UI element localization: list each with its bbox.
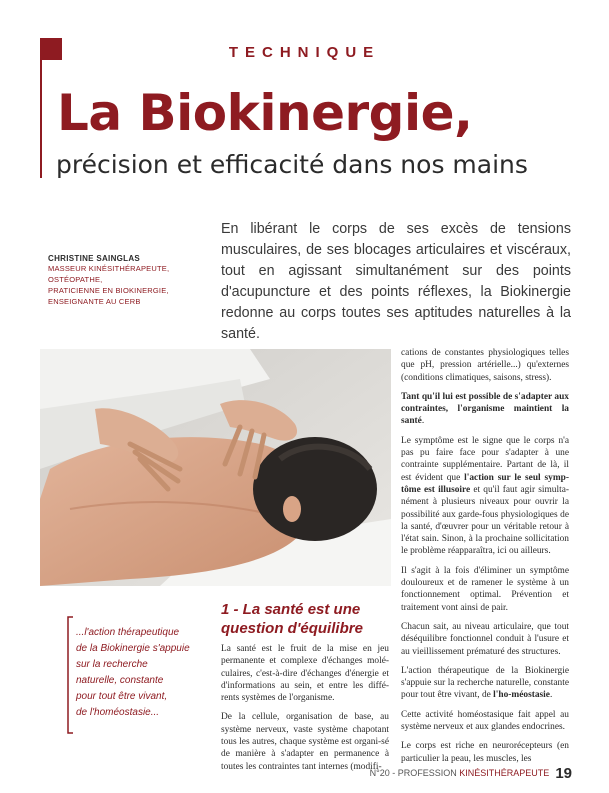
page-number: 19	[555, 765, 572, 782]
body-paragraph: De la cellule, organisation de base, au système nerveux, vaste système chapotant tous les autres, chaque système est organi-sé de manière à s'adapter en permanence à toutes les contraintes tant internes (modifi-	[221, 712, 389, 772]
author-role-line: MASSEUR KINÉSITHÉRAPEUTE,	[48, 264, 170, 273]
author-role-line: ENSEIGNANTE AU CERB	[48, 297, 141, 306]
massage-photo	[40, 349, 391, 586]
pull-quote	[76, 625, 211, 721]
body-paragraph: Tant qu'il lui est possible de s'adapter aux contraintes, l'organisme maintient la santé.	[401, 391, 569, 427]
body-paragraph: La santé est le fruit de la mise en jeu permanente et complexe d'échanges molé-culaires, c'est-à-dire d'échanges d'énergie et d'informations au sein, et entre les diffé-rents systèmes de l'organisme.	[221, 644, 389, 704]
issue-label: N°20 - PROFESSION	[369, 768, 460, 778]
author-block	[48, 254, 198, 307]
body-paragraph: cations de constantes physiologiques telles que pH, pression artérielle...) qu'externes (conditions climatiques, saisons, stress).	[401, 348, 569, 383]
author-role-line: PRATICIENNE EN BIOKINERGIE,	[48, 286, 169, 295]
body-paragraph: Il s'agit à la fois d'éliminer un symptôme douloureux et de ramener le système à un fonctionnement optimal. Prévention et traitement vont ainsi de pair.	[401, 565, 569, 613]
emphasis: Tant qu'il lui est possible de s'adapter aux contraintes, l'organisme maintient la santé	[401, 391, 569, 427]
author-role-line: OSTÉOPATHE,	[48, 275, 103, 284]
pull-quote-line: ...l'action thérapeutique	[76, 627, 180, 638]
section-label: TECHNIQUE	[228, 44, 381, 61]
author-name: CHRISTINE SAINGLAS	[48, 254, 141, 263]
article-subtitle: précision et efficacité dans nos mains	[56, 150, 528, 179]
body-paragraph: L'action thérapeutique de la Biokinergie s'appuie sur la recherche naturelle, constante pour tout être vivant, de l'ho-méostasie.	[401, 665, 569, 701]
body-paragraph: Cette activité homéostasique fait appel au système nerveux et aux glandes endocrines.	[401, 709, 569, 733]
pull-quote-line: sur la recherche	[76, 659, 148, 670]
section-heading: 1 - La santé est une question d'équilibre	[221, 601, 363, 637]
body-paragraph: Le symptôme est le signe que le corps n'a pas pu faire face pour s'adapter à une contrainte supplémentaire. Partant de là, il est évident que l'action sur le seul symp-tôme est illusoire et qu'il faut agir simulta-nément à plusieurs niveaux pour ouvrir la possibilité aux garde-fous physiologiques de la santé, d'œuvrer pour un véritable retour à l'état sain. Sinon, à la prochaine sollicitation le problème réapparaîtra, ici ou ailleurs.	[401, 435, 570, 557]
emphasis: l'action sur le seul symp-tôme est illusoire	[401, 472, 570, 495]
emphasis: l'ho-méostasie	[493, 690, 550, 701]
body-paragraph: Chacun sait, au niveau articulaire, que tout déséquilibre fonctionnel conduit à l'usure et au vieillissement prématuré des structures.	[401, 621, 569, 657]
pull-quote-line: pour tout être vivant,	[76, 691, 168, 702]
author-roles	[48, 263, 198, 307]
pull-quote-line: naturelle, constante	[76, 675, 164, 686]
massage-illustration	[40, 349, 391, 586]
article-title: La Biokinergie,	[57, 84, 473, 142]
pull-quote-line: de l'homéostasie...	[76, 707, 160, 718]
page-footer	[360, 765, 572, 782]
body-column-left	[221, 643, 389, 780]
publication-name: KINÉSITHÉRAPEUTE	[459, 768, 550, 778]
body-paragraph: Le corps est riche en neurorécepteurs (en particulier la peau, les muscles, les	[401, 741, 569, 764]
pull-quote-line: de la Biokinergie s'appuie	[76, 643, 190, 654]
body-column-right	[401, 347, 569, 772]
intro-paragraph: En libérant le corps de ses excès de tensions musculaires, de ses blocages articulaires et viscéraux, tout en agissant simultanément sur des points d'acupuncture et des points réflexes, la Biokinergie redonne au corps toutes ses aptitudes naturelles à la santé.	[221, 221, 571, 342]
quote-bracket	[66, 616, 74, 734]
